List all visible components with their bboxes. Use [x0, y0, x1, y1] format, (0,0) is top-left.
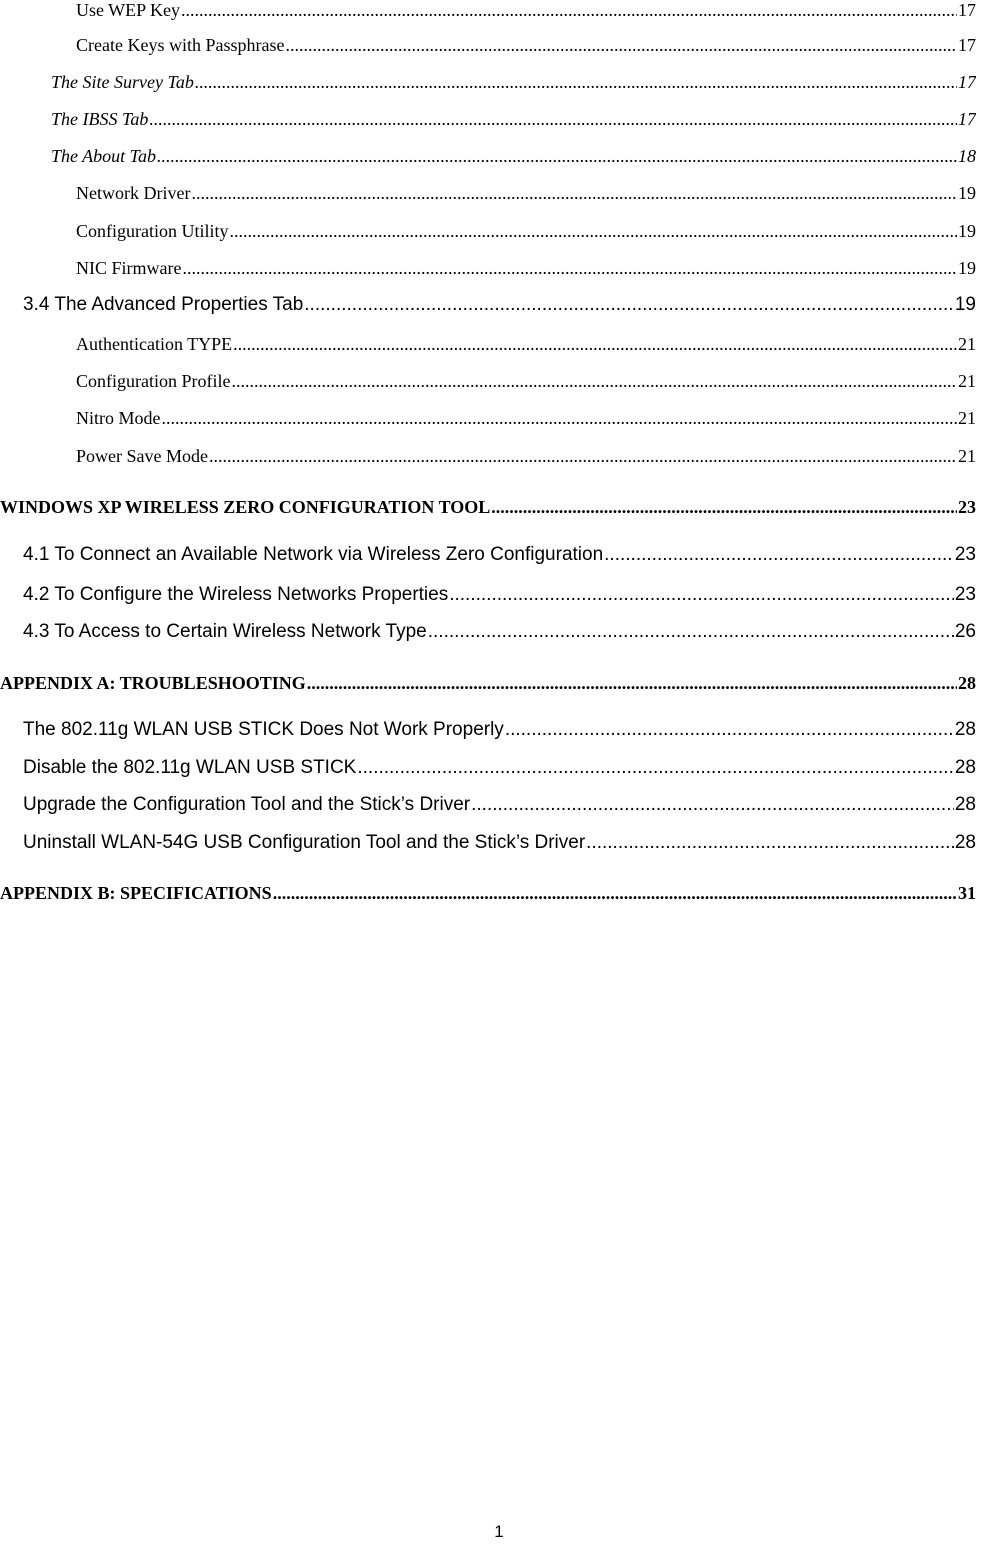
toc-dot-leader	[307, 673, 957, 694]
toc-entry-title: Nitro Mode	[76, 408, 161, 428]
toc-dot-leader	[604, 544, 954, 566]
toc-entry-title: Configuration Utility	[76, 221, 229, 241]
toc-entry-use-wep-key[interactable]	[0, 0, 976, 21]
page-number: 1	[494, 1522, 504, 1541]
toc-entry-upgrade-tool-driver[interactable]	[0, 794, 976, 816]
toc-entry-4-3-access-network-type[interactable]	[0, 621, 976, 643]
toc-entry-page: 21	[958, 446, 976, 466]
toc-entry-authentication-type[interactable]	[0, 334, 976, 355]
toc-dot-leader	[273, 883, 957, 904]
toc-entry-about-tab[interactable]	[0, 146, 976, 167]
toc-entry-title: APPENDIX A: TROUBLESHOOTING	[0, 673, 306, 693]
toc-entry-title: The 802.11g WLAN USB STICK Does Not Work Properly	[23, 719, 504, 740]
toc-entry-page: 18	[958, 146, 976, 166]
toc-entry-page: 19	[954, 294, 976, 315]
toc-entry-title: 4.1 To Connect an Available Network via Wireless Zero Configuration	[23, 544, 604, 565]
toc-dot-leader	[230, 221, 958, 242]
toc-dot-leader	[428, 621, 954, 643]
toc-entry-title: 3.4 The Advanced Properties Tab	[23, 294, 304, 315]
toc-entry-nic-firmware[interactable]	[0, 258, 976, 279]
toc-dot-leader	[586, 832, 954, 854]
toc-entry-title: The IBSS Tab	[51, 109, 149, 129]
toc-entry-page: 23	[954, 544, 976, 565]
toc-entry-power-save-mode[interactable]	[0, 446, 976, 467]
toc-dot-leader	[182, 258, 957, 279]
toc-dot-leader	[231, 371, 957, 392]
toc-entry-advanced-properties-tab[interactable]	[0, 294, 976, 316]
toc-entry-title: Uninstall WLAN-54G USB Configuration Tool and the Stick’s Driver	[23, 832, 586, 853]
toc-entry-windows-xp-wzc-tool[interactable]	[0, 497, 976, 518]
toc-entry-title: Configuration Profile	[76, 371, 231, 391]
toc-entry-ibss-tab[interactable]	[0, 109, 976, 130]
toc-entry-4-2-configure-properties[interactable]	[0, 584, 976, 606]
toc-entry-title: 4.3 To Access to Certain Wireless Network Type	[23, 621, 427, 642]
toc-entry-page: 21	[958, 371, 976, 391]
toc-entry-page: 28	[954, 794, 976, 815]
toc-dot-leader	[181, 0, 957, 21]
toc-entry-title: NIC Firmware	[76, 258, 182, 278]
toc-entry-create-keys-passphrase[interactable]	[0, 35, 976, 56]
toc-dot-leader	[157, 146, 957, 167]
toc-dot-leader	[191, 183, 957, 204]
toc-entry-network-driver[interactable]	[0, 183, 976, 204]
toc-entry-4-1-connect-network[interactable]	[0, 544, 976, 566]
toc-entry-page: 17	[958, 35, 976, 55]
toc-dot-leader	[357, 757, 954, 779]
toc-entry-disable-stick[interactable]	[0, 757, 976, 779]
toc-entry-title: The About Tab	[51, 146, 157, 166]
toc-dot-leader	[209, 446, 957, 467]
toc-entry-title: Upgrade the Configuration Tool and the Stick’s Driver	[23, 794, 471, 815]
toc-entry-configuration-utility[interactable]	[0, 221, 976, 242]
toc-dot-leader	[195, 72, 957, 93]
toc-entry-title: Use WEP Key	[76, 0, 180, 20]
toc-entry-page: 28	[954, 832, 976, 853]
toc-entry-title: APPENDIX B: SPECIFICATIONS	[0, 883, 272, 903]
toc-dot-leader	[149, 109, 957, 130]
toc-entry-nitro-mode[interactable]	[0, 408, 976, 429]
toc-entry-title: 4.2 To Configure the Wireless Networks Properties	[23, 584, 449, 605]
toc-entry-title: Disable the 802.11g WLAN USB STICK	[23, 757, 357, 778]
toc-entry-page: 23	[954, 584, 976, 605]
toc-dot-leader	[304, 294, 954, 316]
toc-entry-title: WINDOWS XP WIRELESS ZERO CONFIGURATION TOOL	[0, 497, 491, 517]
toc-entry-title: Create Keys with Passphrase	[76, 35, 285, 55]
toc-entry-page: 28	[954, 757, 976, 778]
toc-entry-page: 26	[954, 621, 976, 642]
toc-entry-appendix-a-troubleshooting[interactable]	[0, 673, 976, 694]
toc-entry-page: 31	[958, 883, 976, 903]
toc-entry-title: The Site Survey Tab	[51, 72, 194, 92]
toc-dot-leader	[233, 334, 957, 355]
toc-entry-page: 17	[958, 0, 976, 20]
toc-entry-page: 28	[958, 673, 976, 693]
toc-entry-uninstall-tool-driver[interactable]	[0, 832, 976, 854]
toc-entry-title: Authentication TYPE	[76, 334, 233, 354]
toc-entry-site-survey-tab[interactable]	[0, 72, 976, 93]
toc-entry-page: 17	[958, 72, 976, 92]
toc-entry-page: 17	[958, 109, 976, 129]
toc-entry-page: 21	[958, 334, 976, 354]
toc-entry-page: 28	[954, 719, 976, 740]
toc-entry-title: Power Save Mode	[76, 446, 208, 466]
toc-dot-leader	[449, 584, 954, 606]
toc-dot-leader	[471, 794, 954, 816]
toc-entry-page: 23	[958, 497, 976, 517]
toc-entry-page: 19	[958, 221, 976, 241]
toc-entry-stick-not-working[interactable]	[0, 719, 976, 741]
toc-dot-leader	[162, 408, 958, 429]
toc-entry-page: 19	[958, 183, 976, 203]
toc-entry-title: Network Driver	[76, 183, 191, 203]
toc-dot-leader	[285, 35, 957, 56]
toc-entry-configuration-profile[interactable]	[0, 371, 976, 392]
toc-entry-page: 21	[958, 408, 976, 428]
toc-entry-appendix-b-specifications[interactable]	[0, 883, 976, 904]
toc-entry-page: 19	[958, 258, 976, 278]
toc-dot-leader	[505, 719, 954, 741]
toc-dot-leader	[491, 497, 957, 518]
